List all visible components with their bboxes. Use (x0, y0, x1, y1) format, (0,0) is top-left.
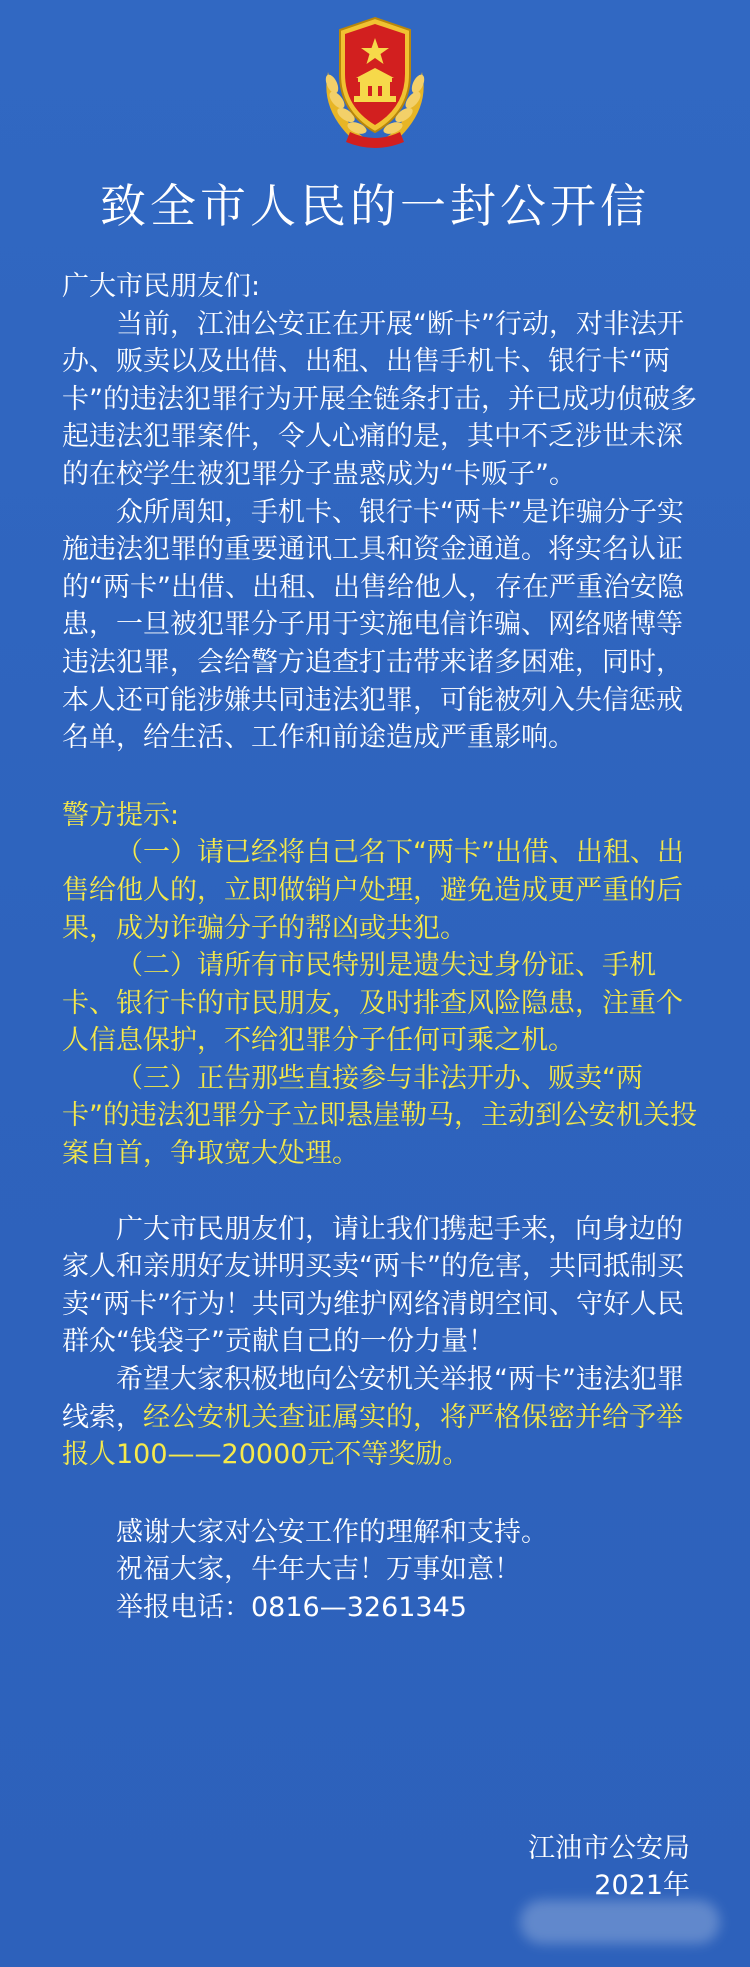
letter-body (62, 268, 702, 1627)
watermark-overlay (520, 1900, 720, 1944)
signature-date: 2021年 (594, 1870, 690, 1901)
paragraph-report (62, 1361, 702, 1474)
thanks-line: 感谢大家对公安工作的理解和支持。 (116, 1516, 548, 1548)
wishes-line: 祝福大家，牛年大吉！万事如意！ (116, 1554, 521, 1586)
paragraph-intro: 当前，江油公安正在开展“断卡”行动，对非法开办、贩卖以及出借、出租、出售手机卡、银行卡“两卡”的违法犯罪行为开展全链条打击，并已成功侦破多起违法犯罪案件，令人心痛的是，其中不乏涉世未深的在校学生被犯罪分子蛊惑成为“卡贩子”。 (62, 308, 697, 490)
page-title: 致全市人民的一封公开信 (100, 179, 650, 233)
tip-item-2: （二）请所有市民特别是遗失过身份证、手机卡、银行卡的市民朋友，及时排查风险隐患，注重个人信息保护，不给犯罪分子任何可乘之机。 (62, 950, 683, 1057)
police-emblem-icon (310, 12, 440, 152)
greeting: 广大市民朋友们: (62, 271, 261, 302)
paragraph-background: 众所周知，手机卡、银行卡“两卡”是诈骗分子实施违法犯罪的重要通讯工具和资金通道。将实名认证的“两卡”出借、出租、出售给他人，存在严重治安隐患，一旦被犯罪分子用于实施电信诈骗、网络赌博等违法犯罪，会给警方追查打击带来诸多困难，同时，本人还可能涉嫌共同违法犯罪，可能被列入失信惩戒名单，给生活、工作和前途造成严重影响。 (62, 496, 684, 754)
hotline-line: 举报电话：0816—3261345 (116, 1592, 467, 1623)
signature-org: 江油市公安局 (528, 1833, 690, 1864)
signature-block (528, 1830, 690, 1904)
tips-heading: 警方提示: (62, 799, 180, 831)
tip-item-3: （三）正告那些直接参与非法开办、贩卖“两卡”的违法犯罪分子立即悬崖勒马，主动到公安机关投案自首，争取宽大处理。 (62, 1062, 697, 1170)
report-text: 希望大家积极地向公安机关举报“两卡”违法犯罪线索， (62, 1364, 684, 1433)
tip-item-1: （一）请已经将自己名下“两卡”出借、出租、出售给他人的，立即做销户处理，避免造成更严重的后果，成为诈骗分子的帮凶或共犯。 (62, 837, 684, 944)
paragraph-appeal: 广大市民朋友们，请让我们携起手来，向身边的家人和亲朋好友讲明买卖“两卡”的危害，共同抵制买卖“两卡”行为！共同为维护网络清朗空间、守好人民群众“钱袋子”贡献自己的一份力量！ (62, 1213, 684, 1358)
reward-text: 经公安机关查证属实的，将严格保密并给予举报人100——20000元不等奖励。 (62, 1401, 683, 1471)
